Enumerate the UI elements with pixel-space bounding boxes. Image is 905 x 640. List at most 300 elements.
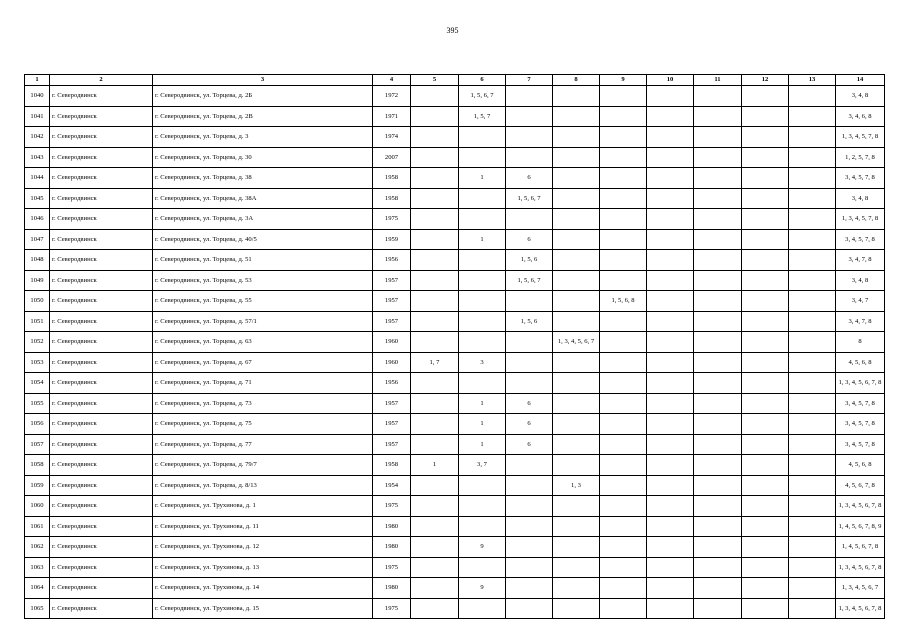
cell-row-number: 1050 (25, 291, 50, 312)
column-header-1: 1 (25, 75, 50, 86)
cell-col-8 (553, 352, 600, 373)
cell-col-6: 1 (459, 434, 506, 455)
column-header-3: 3 (153, 75, 373, 86)
cell-col-11 (694, 86, 742, 107)
cell-col-8 (553, 291, 600, 312)
table-row (25, 475, 885, 496)
cell-col-14: 3, 4, 5, 7, 8 (836, 393, 885, 414)
cell-col-7: 6 (506, 229, 553, 250)
cell-settlement: г. Северодвинск (50, 434, 153, 455)
cell-col-14: 3, 4, 5, 7, 8 (836, 434, 885, 455)
cell-col-12 (742, 352, 789, 373)
cell-col-9 (600, 106, 647, 127)
cell-col-8 (553, 414, 600, 435)
cell-col-5 (411, 86, 459, 107)
cell-row-number: 1051 (25, 311, 50, 332)
cell-address: г. Северодвинск, ул. Торцева, д. 63 (153, 332, 373, 353)
cell-col-12 (742, 188, 789, 209)
cell-col-13 (789, 332, 836, 353)
cell-col-14: 1, 3, 4, 5, 6, 7, 8 (836, 373, 885, 394)
cell-settlement: г. Северодвинск (50, 270, 153, 291)
cell-col-7 (506, 455, 553, 476)
cell-row-number: 1044 (25, 168, 50, 189)
cell-col-9 (600, 373, 647, 394)
cell-col-7 (506, 475, 553, 496)
table-body (25, 86, 885, 619)
cell-col-5 (411, 496, 459, 517)
cell-col-10 (647, 393, 694, 414)
cell-col-7: 1, 5, 6 (506, 250, 553, 271)
cell-settlement: г. Северодвинск (50, 578, 153, 599)
cell-col-8 (553, 86, 600, 107)
cell-col-6: 1 (459, 229, 506, 250)
cell-col-5 (411, 557, 459, 578)
cell-col-5 (411, 537, 459, 558)
cell-col-13 (789, 250, 836, 271)
cell-col-9 (600, 209, 647, 230)
cell-col-10 (647, 475, 694, 496)
cell-settlement: г. Северодвинск (50, 557, 153, 578)
column-header-9: 9 (600, 75, 647, 86)
cell-col-6 (459, 209, 506, 230)
cell-col-14: 3, 4, 7 (836, 291, 885, 312)
cell-col-11 (694, 291, 742, 312)
cell-year-built: 1980 (373, 578, 411, 599)
cell-col-13 (789, 352, 836, 373)
cell-col-8 (553, 311, 600, 332)
cell-year-built: 1957 (373, 434, 411, 455)
cell-col-6 (459, 516, 506, 537)
cell-col-8 (553, 516, 600, 537)
cell-row-number: 1048 (25, 250, 50, 271)
cell-col-12 (742, 291, 789, 312)
cell-col-14: 4, 5, 6, 7, 8 (836, 475, 885, 496)
table-row (25, 270, 885, 291)
cell-col-6 (459, 373, 506, 394)
cell-col-9 (600, 270, 647, 291)
column-header-13: 13 (789, 75, 836, 86)
cell-col-11 (694, 168, 742, 189)
cell-col-12 (742, 209, 789, 230)
cell-col-13 (789, 516, 836, 537)
cell-col-7: 6 (506, 434, 553, 455)
cell-col-14: 1, 3, 4, 5, 6, 7, 8 (836, 557, 885, 578)
cell-address: г. Северодвинск, ул. Торцева, д. 73 (153, 393, 373, 414)
cell-col-11 (694, 557, 742, 578)
cell-year-built: 1957 (373, 393, 411, 414)
cell-col-8 (553, 127, 600, 148)
cell-col-8: 1, 3, 4, 5, 6, 7 (553, 332, 600, 353)
cell-col-8 (553, 270, 600, 291)
cell-col-7: 6 (506, 393, 553, 414)
cell-col-10 (647, 352, 694, 373)
cell-col-11 (694, 598, 742, 619)
table-row (25, 209, 885, 230)
cell-row-number: 1043 (25, 147, 50, 168)
cell-col-7: 1, 5, 6 (506, 311, 553, 332)
cell-col-7 (506, 496, 553, 517)
cell-col-12 (742, 311, 789, 332)
cell-col-7 (506, 106, 553, 127)
cell-col-9 (600, 598, 647, 619)
cell-year-built: 1957 (373, 291, 411, 312)
cell-col-5: 1, 7 (411, 352, 459, 373)
cell-settlement: г. Северодвинск (50, 168, 153, 189)
table-row (25, 414, 885, 435)
cell-col-7 (506, 557, 553, 578)
cell-col-7: 1, 5, 6, 7 (506, 188, 553, 209)
cell-settlement: г. Северодвинск (50, 537, 153, 558)
column-header-2: 2 (50, 75, 153, 86)
cell-col-12 (742, 106, 789, 127)
cell-col-10 (647, 127, 694, 148)
cell-settlement: г. Северодвинск (50, 516, 153, 537)
cell-settlement: г. Северодвинск (50, 106, 153, 127)
cell-col-9 (600, 516, 647, 537)
cell-col-9 (600, 168, 647, 189)
cell-settlement: г. Северодвинск (50, 475, 153, 496)
cell-row-number: 1059 (25, 475, 50, 496)
cell-col-7 (506, 86, 553, 107)
cell-col-8 (553, 496, 600, 517)
cell-col-9 (600, 86, 647, 107)
cell-col-6 (459, 291, 506, 312)
cell-col-13 (789, 188, 836, 209)
table-row (25, 291, 885, 312)
cell-col-5 (411, 578, 459, 599)
column-header-12: 12 (742, 75, 789, 86)
cell-col-5 (411, 229, 459, 250)
cell-col-10 (647, 250, 694, 271)
cell-year-built: 1958 (373, 188, 411, 209)
cell-col-11 (694, 455, 742, 476)
table-row (25, 250, 885, 271)
cell-col-12 (742, 86, 789, 107)
cell-row-number: 1047 (25, 229, 50, 250)
cell-col-14: 3, 4, 8 (836, 270, 885, 291)
cell-col-14: 3, 4, 5, 7, 8 (836, 168, 885, 189)
cell-col-5 (411, 516, 459, 537)
cell-row-number: 1054 (25, 373, 50, 394)
cell-settlement: г. Северодвинск (50, 209, 153, 230)
cell-settlement: г. Северодвинск (50, 496, 153, 517)
cell-settlement: г. Северодвинск (50, 229, 153, 250)
cell-col-14: 1, 4, 5, 6, 7, 8, 9 (836, 516, 885, 537)
cell-address: г. Северодвинск, ул. Торцева, д. 79/7 (153, 455, 373, 476)
cell-address: г. Северодвинск, ул. Торцева, д. 30 (153, 147, 373, 168)
cell-col-13 (789, 414, 836, 435)
table-row (25, 434, 885, 455)
cell-col-10 (647, 209, 694, 230)
cell-col-14: 1, 3, 4, 5, 7, 8 (836, 209, 885, 230)
cell-address: г. Северодвинск, ул. Торцева, д. 2В (153, 106, 373, 127)
cell-settlement: г. Северодвинск (50, 598, 153, 619)
cell-address: г. Северодвинск, ул. Торцева, д. 53 (153, 270, 373, 291)
cell-address: г. Северодвинск, ул. Трухинова, д. 11 (153, 516, 373, 537)
column-header-7: 7 (506, 75, 553, 86)
cell-col-12 (742, 414, 789, 435)
cell-col-5 (411, 598, 459, 619)
cell-col-9 (600, 229, 647, 250)
table-row (25, 537, 885, 558)
cell-col-8 (553, 168, 600, 189)
cell-col-12 (742, 270, 789, 291)
cell-col-10 (647, 332, 694, 353)
cell-col-11 (694, 332, 742, 353)
cell-col-12 (742, 578, 789, 599)
cell-col-10 (647, 373, 694, 394)
cell-col-13 (789, 106, 836, 127)
table-row (25, 127, 885, 148)
cell-col-8 (553, 147, 600, 168)
cell-row-number: 1065 (25, 598, 50, 619)
cell-address: г. Северодвинск, ул. Трухинова, д. 12 (153, 537, 373, 558)
cell-col-8: 1, 3 (553, 475, 600, 496)
cell-col-10 (647, 496, 694, 517)
table-row (25, 373, 885, 394)
cell-col-14: 3, 4, 5, 7, 8 (836, 414, 885, 435)
cell-address: г. Северодвинск, ул. Торцева, д. 57/1 (153, 311, 373, 332)
cell-col-11 (694, 188, 742, 209)
cell-year-built: 1958 (373, 455, 411, 476)
cell-col-11 (694, 496, 742, 517)
cell-col-6 (459, 127, 506, 148)
cell-col-6 (459, 475, 506, 496)
cell-col-14: 1, 3, 4, 5, 6, 7 (836, 578, 885, 599)
cell-col-6 (459, 598, 506, 619)
cell-col-5 (411, 209, 459, 230)
cell-col-8 (553, 393, 600, 414)
cell-col-9 (600, 311, 647, 332)
cell-col-11 (694, 578, 742, 599)
cell-col-5 (411, 414, 459, 435)
table-header-row (25, 75, 885, 86)
table-row (25, 229, 885, 250)
cell-col-6 (459, 557, 506, 578)
cell-row-number: 1042 (25, 127, 50, 148)
cell-col-14: 3, 4, 6, 8 (836, 106, 885, 127)
cell-col-8 (553, 537, 600, 558)
cell-settlement: г. Северодвинск (50, 332, 153, 353)
cell-col-9 (600, 393, 647, 414)
table-row (25, 168, 885, 189)
cell-col-6: 1 (459, 168, 506, 189)
cell-col-11 (694, 127, 742, 148)
cell-year-built: 1975 (373, 557, 411, 578)
cell-col-11 (694, 414, 742, 435)
cell-col-7 (506, 127, 553, 148)
cell-col-8 (553, 106, 600, 127)
cell-row-number: 1045 (25, 188, 50, 209)
cell-year-built: 1975 (373, 598, 411, 619)
cell-col-9 (600, 127, 647, 148)
cell-col-8 (553, 188, 600, 209)
cell-col-12 (742, 332, 789, 353)
column-header-10: 10 (647, 75, 694, 86)
column-header-4: 4 (373, 75, 411, 86)
cell-address: г. Северодвинск, ул. Трухинова, д. 13 (153, 557, 373, 578)
cell-col-10 (647, 434, 694, 455)
cell-col-7 (506, 352, 553, 373)
cell-settlement: г. Северодвинск (50, 188, 153, 209)
cell-year-built: 1975 (373, 209, 411, 230)
cell-col-5 (411, 373, 459, 394)
cell-col-10 (647, 537, 694, 558)
cell-col-11 (694, 250, 742, 271)
cell-col-13 (789, 270, 836, 291)
cell-col-13 (789, 168, 836, 189)
cell-address: г. Северодвинск, ул. Трухинова, д. 15 (153, 598, 373, 619)
cell-col-12 (742, 455, 789, 476)
cell-col-11 (694, 475, 742, 496)
cell-settlement: г. Северодвинск (50, 352, 153, 373)
cell-col-11 (694, 434, 742, 455)
cell-row-number: 1060 (25, 496, 50, 517)
cell-row-number: 1046 (25, 209, 50, 230)
cell-col-13 (789, 475, 836, 496)
cell-row-number: 1064 (25, 578, 50, 599)
cell-row-number: 1058 (25, 455, 50, 476)
cell-row-number: 1049 (25, 270, 50, 291)
cell-col-13 (789, 229, 836, 250)
cell-col-14: 3, 4, 7, 8 (836, 250, 885, 271)
cell-address: г. Северодвинск, ул. Торцева, д. 71 (153, 373, 373, 394)
cell-year-built: 1980 (373, 516, 411, 537)
cell-settlement: г. Северодвинск (50, 455, 153, 476)
cell-col-6: 3 (459, 352, 506, 373)
table-row (25, 496, 885, 517)
table-row (25, 332, 885, 353)
cell-col-14: 1, 3, 4, 5, 7, 8 (836, 127, 885, 148)
cell-col-13 (789, 496, 836, 517)
cell-col-5 (411, 311, 459, 332)
cell-col-13 (789, 311, 836, 332)
cell-settlement: г. Северодвинск (50, 414, 153, 435)
cell-col-6 (459, 250, 506, 271)
cell-col-9 (600, 147, 647, 168)
cell-col-6: 1, 5, 6, 7 (459, 86, 506, 107)
cell-address: г. Северодвинск, ул. Торцева, д. 3А (153, 209, 373, 230)
cell-year-built: 1971 (373, 106, 411, 127)
cell-year-built: 2007 (373, 147, 411, 168)
cell-col-10 (647, 106, 694, 127)
cell-col-12 (742, 598, 789, 619)
cell-col-12 (742, 229, 789, 250)
cell-col-9 (600, 557, 647, 578)
cell-col-11 (694, 537, 742, 558)
cell-settlement: г. Северодвинск (50, 147, 153, 168)
cell-col-11 (694, 393, 742, 414)
cell-col-12 (742, 557, 789, 578)
cell-col-14: 4, 5, 6, 8 (836, 455, 885, 476)
table-row (25, 86, 885, 107)
cell-col-12 (742, 393, 789, 414)
cell-col-14: 3, 4, 8 (836, 86, 885, 107)
cell-year-built: 1975 (373, 496, 411, 517)
cell-col-7 (506, 332, 553, 353)
cell-settlement: г. Северодвинск (50, 393, 153, 414)
table-row (25, 188, 885, 209)
cell-settlement: г. Северодвинск (50, 86, 153, 107)
cell-address: г. Северодвинск, ул. Торцева, д. 3 (153, 127, 373, 148)
table-row (25, 311, 885, 332)
cell-col-10 (647, 291, 694, 312)
cell-col-7: 1, 5, 6, 7 (506, 270, 553, 291)
table-row (25, 352, 885, 373)
cell-col-10 (647, 578, 694, 599)
cell-year-built: 1957 (373, 414, 411, 435)
cell-col-12 (742, 496, 789, 517)
cell-col-6: 1, 5, 7 (459, 106, 506, 127)
cell-col-10 (647, 516, 694, 537)
cell-col-8 (553, 557, 600, 578)
cell-year-built: 1954 (373, 475, 411, 496)
cell-col-11 (694, 229, 742, 250)
cell-col-12 (742, 168, 789, 189)
cell-col-5 (411, 168, 459, 189)
cell-col-10 (647, 229, 694, 250)
cell-col-10 (647, 455, 694, 476)
cell-address: г. Северодвинск, ул. Торцева, д. 40/5 (153, 229, 373, 250)
cell-col-14: 3, 4, 8 (836, 188, 885, 209)
cell-col-13 (789, 434, 836, 455)
cell-col-12 (742, 516, 789, 537)
cell-col-9 (600, 496, 647, 517)
cell-col-8 (553, 455, 600, 476)
cell-address: г. Северодвинск, ул. Торцева, д. 77 (153, 434, 373, 455)
cell-col-6 (459, 332, 506, 353)
cell-col-8 (553, 434, 600, 455)
cell-row-number: 1061 (25, 516, 50, 537)
cell-col-11 (694, 147, 742, 168)
cell-year-built: 1974 (373, 127, 411, 148)
cell-row-number: 1063 (25, 557, 50, 578)
cell-col-9 (600, 537, 647, 558)
cell-col-5 (411, 434, 459, 455)
cell-col-9 (600, 414, 647, 435)
cell-row-number: 1055 (25, 393, 50, 414)
cell-col-7: 6 (506, 168, 553, 189)
cell-col-14: 3, 4, 5, 7, 8 (836, 229, 885, 250)
cell-col-13 (789, 598, 836, 619)
cell-col-6 (459, 270, 506, 291)
cell-row-number: 1040 (25, 86, 50, 107)
cell-col-13 (789, 373, 836, 394)
column-header-11: 11 (694, 75, 742, 86)
column-header-14: 14 (836, 75, 885, 86)
cell-row-number: 1056 (25, 414, 50, 435)
cell-settlement: г. Северодвинск (50, 311, 153, 332)
cell-settlement: г. Северодвинск (50, 291, 153, 312)
cell-settlement: г. Северодвинск (50, 127, 153, 148)
cell-col-12 (742, 373, 789, 394)
cell-col-14: 1, 3, 4, 5, 6, 7, 8 (836, 496, 885, 517)
cell-col-12 (742, 434, 789, 455)
cell-col-14: 1, 2, 5, 7, 8 (836, 147, 885, 168)
cell-col-5 (411, 147, 459, 168)
cell-col-14: 1, 4, 5, 6, 7, 8 (836, 537, 885, 558)
table-row (25, 516, 885, 537)
cell-col-10 (647, 557, 694, 578)
cell-col-13 (789, 537, 836, 558)
table-row (25, 147, 885, 168)
cell-address: г. Северодвинск, ул. Торцева, д. 38 (153, 168, 373, 189)
cell-address: г. Северодвинск, ул. Трухинова, д. 1 (153, 496, 373, 517)
table-row (25, 106, 885, 127)
cell-col-6: 3, 7 (459, 455, 506, 476)
cell-col-7 (506, 147, 553, 168)
cell-col-14: 3, 4, 7, 8 (836, 311, 885, 332)
